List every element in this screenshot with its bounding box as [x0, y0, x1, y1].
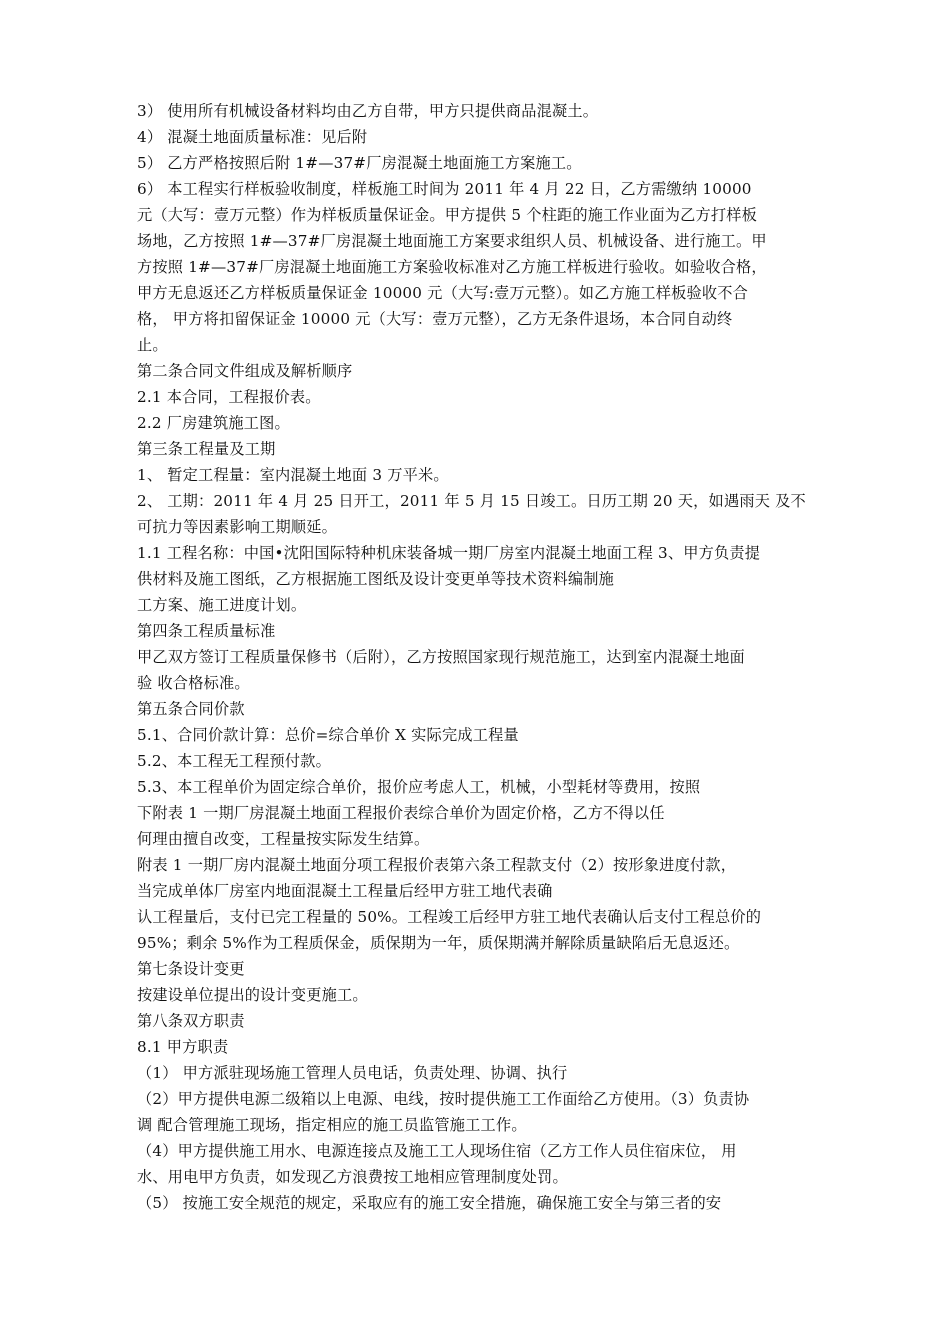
text-line: 止。	[137, 336, 168, 354]
text-line: 95%；剩余 5%作为工程质保金，质保期为一年，质保期满并解除质量缺陷后无息返还。	[137, 934, 740, 952]
text-line: （2）甲方提供电源二级箱以上电源、电线，按时提供施工工作面给乙方使用。（3）负责协	[137, 1090, 750, 1108]
text-line: 2.1 本合同，工程报价表。	[137, 388, 321, 406]
text-line: 5） 乙方严格按照后附 1#—37#厂房混凝土地面施工方案施工。	[137, 154, 582, 172]
text-line: 场地，乙方按照 1#—37#厂房混凝土地面施工方案要求组织人员、机械设备、进行施工。甲	[137, 232, 767, 250]
text-line: 格， 甲方将扣留保证金 10000 元（大写：壹万元整），乙方无条件退场，本合同自动终	[137, 310, 733, 328]
text-line: 1、 暂定工程量：室内混凝土地面 3 万平米。	[137, 466, 449, 484]
text-line: 8.1 甲方职责	[137, 1038, 229, 1056]
text-line: （5） 按施工安全规范的规定，采取应有的施工安全措施，确保施工安全与第三者的安	[137, 1194, 722, 1212]
text-line: 2.2 厂房建筑施工图。	[137, 414, 290, 432]
section-heading: 第八条双方职责	[137, 1012, 245, 1030]
text-line: 调 配合管理施工现场，指定相应的施工员监管施工工作。	[137, 1116, 527, 1134]
text-line: 附表 1 一期厂房内混凝土地面分项工程报价表第六条工程款支付（2）按形象进度付款，	[137, 856, 737, 874]
text-line: 2、 工期：2011 年 4 月 25 日开工，2011 年 5 月 15 日竣工。日历工期 20 天，如遇雨天 及不	[137, 492, 806, 510]
text-line: 3） 使用所有机械设备材料均由乙方自带，甲方只提供商品混凝土。	[137, 102, 599, 120]
text-line: 方按照 1#—37#厂房混凝土地面施工方案验收标准对乙方施工样板进行验收。如验收合格，	[137, 258, 767, 276]
section-heading: 第二条合同文件组成及解析顺序	[137, 362, 353, 380]
text-line: 供材料及施工图纸，乙方根据施工图纸及设计变更单等技术资料编制施	[137, 570, 615, 588]
section-heading: 第五条合同价款	[137, 700, 245, 718]
text-line: 1.1 工程名称：中国•沈阳国际特种机床装备城一期厂房室内混凝土地面工程 3、甲方负责提	[137, 544, 761, 562]
section-heading: 第四条工程质量标准	[137, 622, 276, 640]
text-line: 5.1、合同价款计算：总价=综合单价 X 实际完成工程量	[137, 726, 519, 744]
text-line: 认工程量后，支付已完工程量的 50%。工程竣工后经甲方驻工地代表确认后支付工程总价的	[137, 908, 762, 926]
text-line: （4）甲方提供施工用水、电源连接点及施工工人现场住宿（乙方工作人员住宿床位， 用	[137, 1142, 737, 1160]
document-body	[137, 98, 827, 1216]
text-line: （1） 甲方派驻现场施工管理人员电话，负责处理、协调、执行	[137, 1064, 568, 1082]
section-heading: 第七条设计变更	[137, 960, 245, 978]
text-line: 当完成单体厂房室内地面混凝土工程量后经甲方驻工地代表确	[137, 882, 553, 900]
text-line: 水、用电甲方负责，如发现乙方浪费按工地相应管理制度处罚。	[137, 1168, 568, 1186]
text-line: 5.2、本工程无工程预付款。	[137, 752, 332, 770]
text-line: 元（大写：壹万元整）作为样板质量保证金。甲方提供 5 个柱距的施工作业面为乙方打样板	[137, 206, 758, 224]
text-line: 何理由擅自改变，工程量按实际发生结算。	[137, 830, 430, 848]
text-line: 验 收合格标准。	[137, 674, 250, 692]
text-line: 甲方无息返还乙方样板质量保证金 10000 元（大写:壹万元整）。如乙方施工样板验收不合	[137, 284, 749, 302]
text-line: 甲乙双方签订工程质量保修书（后附），乙方按照国家现行规范施工，达到室内混凝土地面	[137, 648, 745, 666]
text-line: 4） 混凝土地面质量标准：见后附	[137, 128, 368, 146]
section-heading: 第三条工程量及工期	[137, 440, 276, 458]
text-line: 按建设单位提出的设计变更施工。	[137, 986, 368, 1004]
text-line: 工方案、施工进度计划。	[137, 596, 307, 614]
text-line: 可抗力等因素影响工期顺延。	[137, 518, 338, 536]
text-line: 下附表 1 一期厂房混凝土地面工程报价表综合单价为固定价格，乙方不得以任	[137, 804, 665, 822]
text-line: 5.3、本工程单价为固定综合单价，报价应考虑人工，机械，小型耗材等费用，按照	[137, 778, 701, 796]
text-line: 6） 本工程实行样板验收制度，样板施工时间为 2011 年 4 月 22 日，乙方需缴纳 10000	[137, 180, 752, 198]
